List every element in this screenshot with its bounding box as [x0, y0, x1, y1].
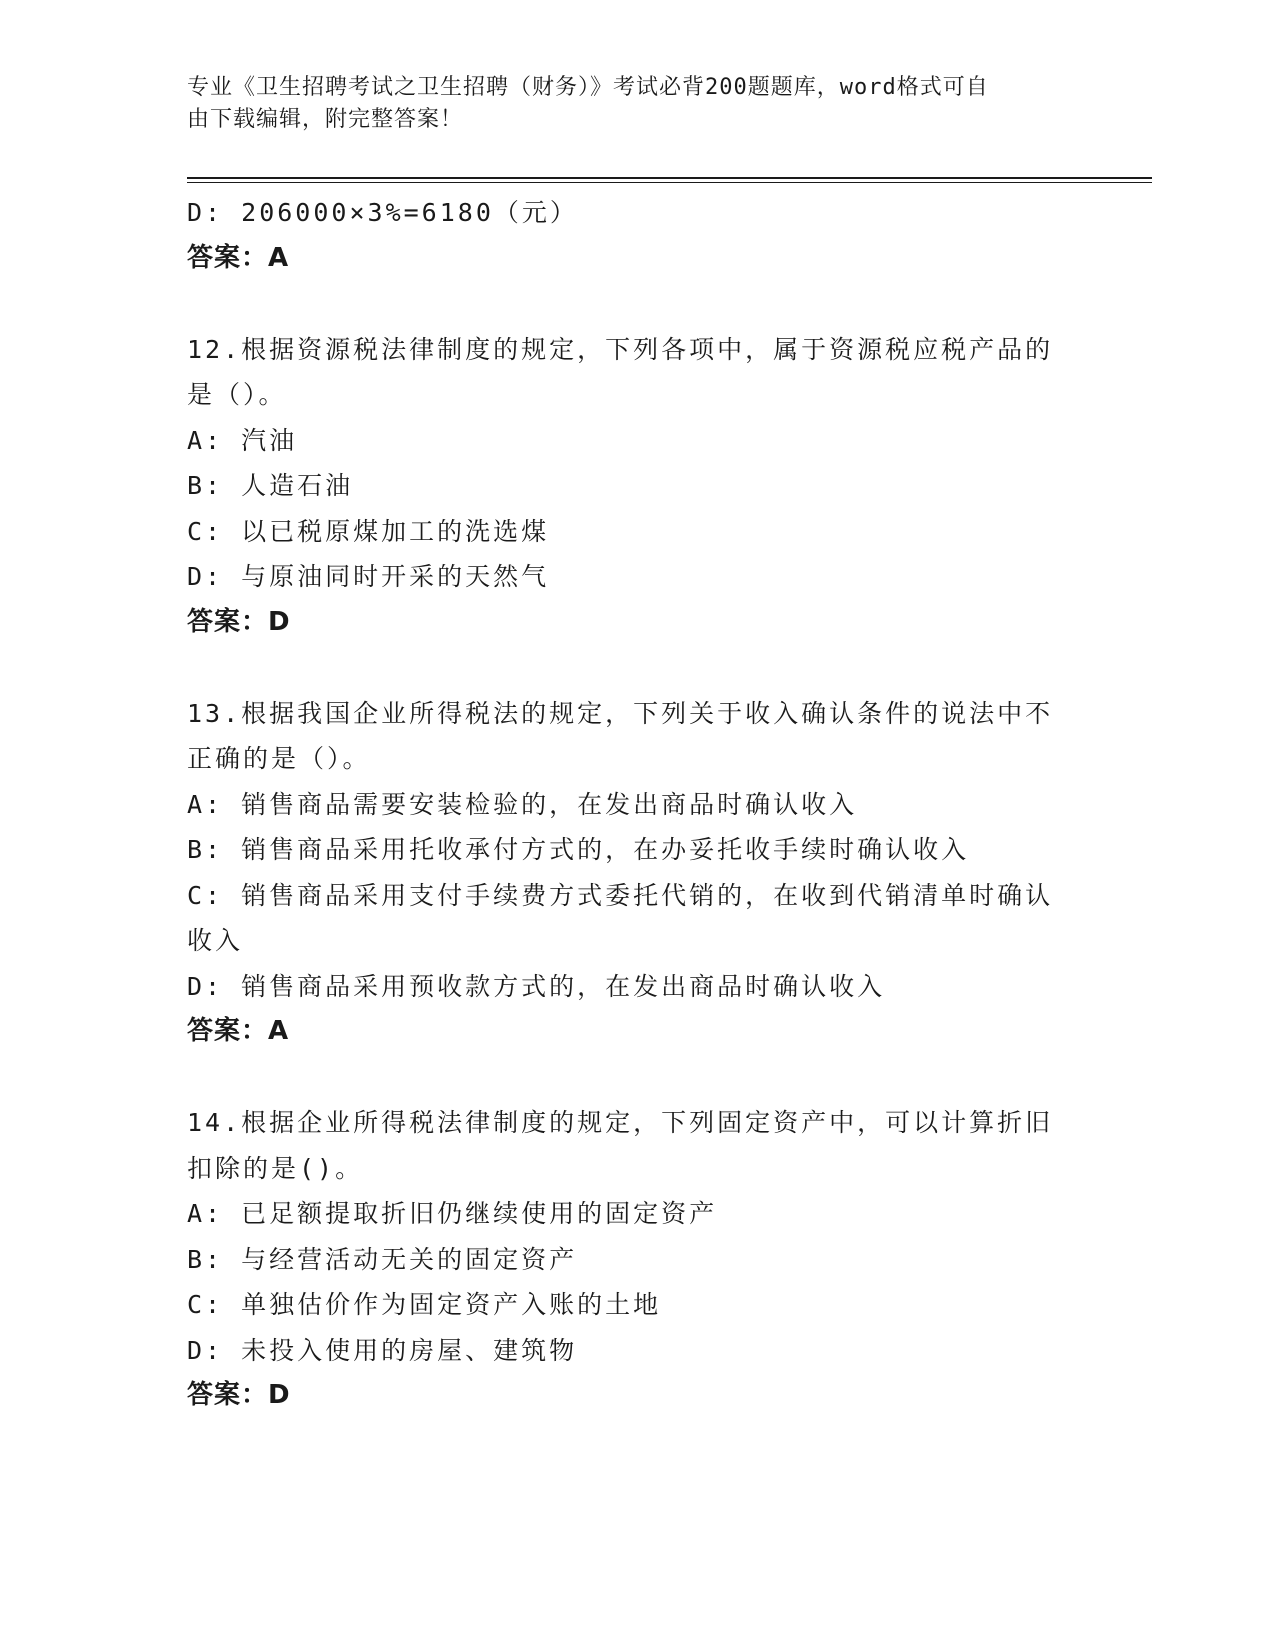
option-a: A: 汽油 — [187, 425, 298, 455]
option-d: D: 销售商品采用预收款方式的，在发出商品时确认收入 — [187, 971, 886, 1001]
spacer — [187, 281, 1087, 327]
carryover-option-d: D: 206000×3%=6180（元） — [187, 198, 578, 227]
answer: 答案：D — [187, 1380, 291, 1410]
question-stem-line: 是（）。 — [187, 380, 287, 409]
option-b: B: 销售商品采用托收承付方式的，在办妥托收手续时确认收入 — [187, 835, 970, 864]
question-stem-line: 扣除的是()。 — [187, 1153, 364, 1183]
option-a: A: 销售商品需要安装检验的，在发出商品时确认收入 — [187, 789, 858, 819]
option-c-continued: 收入 — [187, 926, 244, 955]
document-body — [187, 190, 1087, 1419]
carryover-answer: 答案：A — [187, 242, 290, 273]
option-d: D: 与原油同时开采的天然气 — [187, 562, 550, 591]
spacer — [187, 645, 1087, 691]
option-b: B: 与经营活动无关的固定资产 — [187, 1244, 578, 1274]
question-13 — [187, 691, 1087, 1055]
answer: 答案：D — [187, 606, 291, 637]
question-12 — [187, 327, 1087, 646]
question-stem-line: 13.根据我国企业所得税法的规定，下列关于收入确认条件的说法中不 — [187, 698, 1054, 728]
option-c: C: 以已税原煤加工的洗选煤 — [187, 516, 550, 546]
option-c: C: 单独估价作为固定资产入账的土地 — [187, 1290, 662, 1319]
option-c: C: 销售商品采用支付手续费方式委托代销的，在收到代销清单时确认 — [187, 880, 1054, 910]
header-divider-thick — [187, 177, 1152, 179]
question-stem-line: 14.根据企业所得税法律制度的规定，下列固定资产中，可以计算折旧 — [187, 1108, 1054, 1137]
question-14 — [187, 1100, 1087, 1419]
header-line-2: 由下载编辑，附完整答案！ — [187, 107, 464, 132]
header-line-1: 专业《卫生招聘考试之卫生招聘（财务）》考试必背200题题库，word格式可自 — [187, 75, 989, 100]
spacer — [187, 1055, 1087, 1101]
document-header — [187, 72, 1067, 136]
option-b: B: 人造石油 — [187, 471, 354, 500]
option-a: A: 已足额提取折旧仍继续使用的固定资产 — [187, 1199, 718, 1228]
option-d: D: 未投入使用的房屋、建筑物 — [187, 1335, 578, 1365]
answer: 答案：A — [187, 1016, 290, 1046]
question-stem-line: 12.根据资源税法律制度的规定，下列各项中，属于资源税应税产品的 — [187, 334, 1054, 364]
question-stem-line: 正确的是（）。 — [187, 744, 371, 773]
header-divider-thin — [187, 182, 1152, 183]
